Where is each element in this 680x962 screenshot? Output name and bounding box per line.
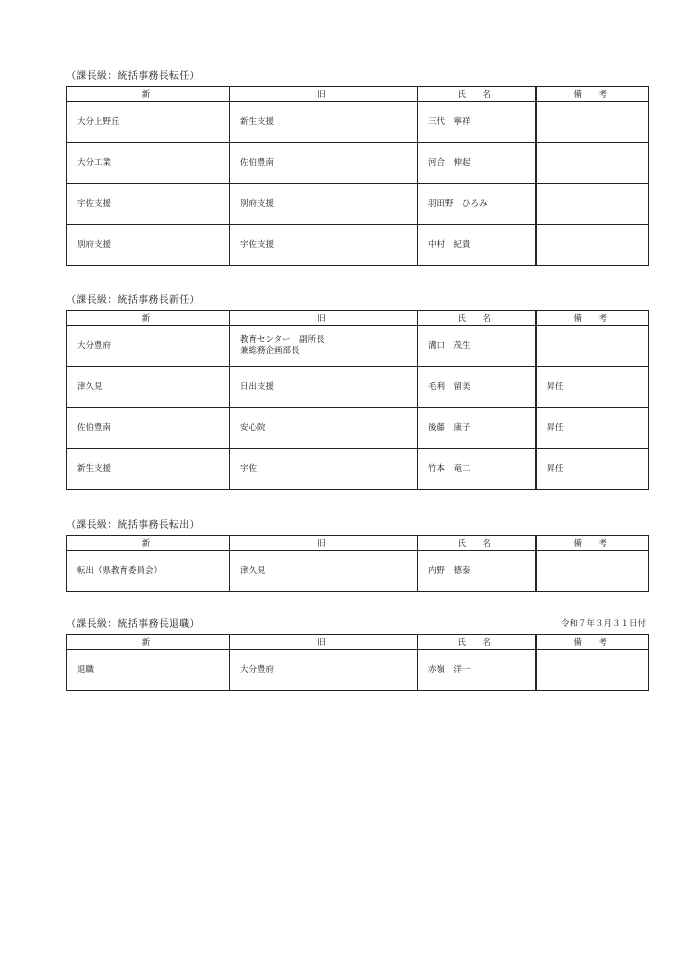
cell-new: 宇佐支援 bbox=[67, 184, 230, 225]
cell-remark bbox=[536, 225, 649, 266]
header-remark: 備 考 bbox=[536, 87, 649, 102]
header-old: 旧 bbox=[230, 635, 418, 650]
cell-name: 羽田野 ひろみ bbox=[418, 184, 536, 225]
cell-remark bbox=[536, 102, 649, 143]
header-old: 旧 bbox=[230, 311, 418, 326]
cell-new: 別府支援 bbox=[67, 225, 230, 266]
header-new: 新 bbox=[67, 536, 230, 551]
cell-name: 河合 伸起 bbox=[418, 143, 536, 184]
table-row bbox=[67, 367, 649, 408]
cell-remark bbox=[536, 551, 649, 592]
cell-remark: 昇任 bbox=[536, 449, 649, 490]
table-row bbox=[67, 225, 649, 266]
cell-old: 教育センター 副所長 兼総務企画部長 bbox=[230, 326, 418, 367]
table-header-row bbox=[67, 87, 649, 102]
cell-new: 大分工業 bbox=[67, 143, 230, 184]
cell-new: 退職 bbox=[67, 650, 230, 691]
table-retirement bbox=[66, 634, 649, 691]
table-row bbox=[67, 326, 649, 367]
cell-name: 溝口 茂生 bbox=[418, 326, 536, 367]
section-title-retirement: （課長級：統括事務長退職） bbox=[66, 619, 200, 630]
cell-old: 日出支援 bbox=[230, 367, 418, 408]
table-transfer bbox=[66, 86, 649, 266]
header-name: 氏 名 bbox=[418, 536, 536, 551]
cell-name: 中村 紀貴 bbox=[418, 225, 536, 266]
table-row bbox=[67, 551, 649, 592]
header-name: 氏 名 bbox=[418, 87, 536, 102]
header-remark: 備 考 bbox=[536, 635, 649, 650]
cell-new: 転出（県教育委員会） bbox=[67, 551, 230, 592]
table-row bbox=[67, 143, 649, 184]
table-header-row bbox=[67, 536, 649, 551]
table-row bbox=[67, 449, 649, 490]
cell-old: 津久見 bbox=[230, 551, 418, 592]
section-title-transfer-out: （課長級：統括事務長転出） bbox=[66, 520, 200, 531]
header-remark: 備 考 bbox=[536, 536, 649, 551]
table-row bbox=[67, 184, 649, 225]
cell-name: 赤嶺 洋一 bbox=[418, 650, 536, 691]
cell-new: 佐伯豊南 bbox=[67, 408, 230, 449]
cell-name: 後藤 康子 bbox=[418, 408, 536, 449]
cell-old: 新生支援 bbox=[230, 102, 418, 143]
cell-remark bbox=[536, 184, 649, 225]
cell-new: 大分上野丘 bbox=[67, 102, 230, 143]
header-old: 旧 bbox=[230, 536, 418, 551]
cell-name: 三代 寧祥 bbox=[418, 102, 536, 143]
header-remark: 備 考 bbox=[536, 311, 649, 326]
cell-new: 新生支援 bbox=[67, 449, 230, 490]
cell-remark bbox=[536, 650, 649, 691]
cell-old: 佐伯豊南 bbox=[230, 143, 418, 184]
header-name: 氏 名 bbox=[418, 635, 536, 650]
cell-remark: 昇任 bbox=[536, 367, 649, 408]
cell-remark bbox=[536, 326, 649, 367]
table-transfer-out bbox=[66, 535, 649, 592]
cell-old: 大分豊府 bbox=[230, 650, 418, 691]
header-old: 旧 bbox=[230, 87, 418, 102]
section-title-new-appointment: （課長級：統括事務長新任） bbox=[66, 295, 200, 306]
cell-old: 別府支援 bbox=[230, 184, 418, 225]
cell-remark: 昇任 bbox=[536, 408, 649, 449]
header-new: 新 bbox=[67, 87, 230, 102]
cell-new: 津久見 bbox=[67, 367, 230, 408]
cell-old: 宇佐 bbox=[230, 449, 418, 490]
header-new: 新 bbox=[67, 635, 230, 650]
effective-date-note: 令和７年３月３１日付 bbox=[560, 619, 646, 629]
cell-old: 安心院 bbox=[230, 408, 418, 449]
cell-remark bbox=[536, 143, 649, 184]
table-header-row bbox=[67, 635, 649, 650]
table-new-appointment bbox=[66, 310, 649, 490]
section-title-transfer: （課長級：統括事務長転任） bbox=[66, 71, 200, 82]
table-row bbox=[67, 102, 649, 143]
table-row bbox=[67, 650, 649, 691]
cell-name: 内野 德泰 bbox=[418, 551, 536, 592]
table-row bbox=[67, 408, 649, 449]
header-name: 氏 名 bbox=[418, 311, 536, 326]
header-new: 新 bbox=[67, 311, 230, 326]
cell-new: 大分豊府 bbox=[67, 326, 230, 367]
cell-name: 竹本 竜二 bbox=[418, 449, 536, 490]
cell-name: 毛利 留美 bbox=[418, 367, 536, 408]
table-header-row bbox=[67, 311, 649, 326]
cell-old: 宇佐支援 bbox=[230, 225, 418, 266]
